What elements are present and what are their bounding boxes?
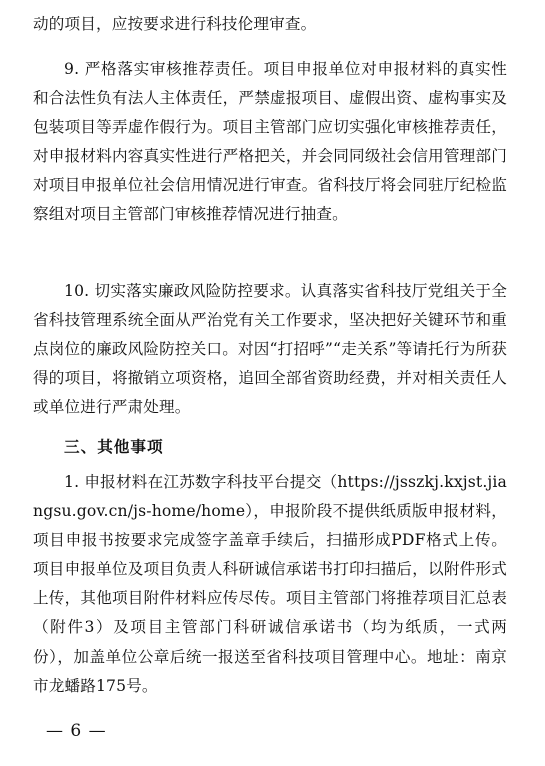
paragraph-item-10: 10. 切实落实廉政风险防控要求。认真落实省科技厅党组关于全省科技管理系统全面从严治党有关工作要求，坚决把好关键环节和重点岗位的廉政风险防控关口。对因“打招呼”“走关系”等请托行为所获得的项目，将撤销立项资格，追回全部省资助经费，并对相关责任人或单位进行严肃处理。 (33, 282, 507, 417)
section-heading: 三、其他事项 (64, 438, 164, 456)
page-number: — 6 — (46, 721, 107, 741)
paragraph-item-9: 9. 严格落实审核推荐责任。项目申报单位对申报材料的真实性和合法性负有法人主体责任，严禁虚报项目、虚假出资、虚构事实及包装项目等弄虚作假行为。项目主管部门应切实强化审核推荐责任，对申报材料内容真实性进行严格把关，并会同同级社会信用管理部门对项目申报单位社会信用情况进行审查。省科技厅将会同驻厅纪检监察组对项目主管部门审核推荐情况进行抽查。 (33, 60, 507, 224)
paragraph-continuation: 动的项目，应按要求进行科技伦理审查。 (33, 15, 317, 33)
paragraph-item-1: 1. 申报材料在江苏数字科技平台提交（https://jsszkj.kxjst.jiangsu.gov.cn/js-home/home），申报阶段不提供纸质版申报材料，项目申报书按要求完成签字盖章手续后，扫描形成PDF格式上传。项目申报单位及项目负责人科研诚信承诺书打印扫描后，以附件形式上传，其他项目附件材料应传尽传。项目主管部门将推荐项目汇总表（附件3）及项目主管部门科研诚信承诺书（均为纸质，一式两份），加盖单位公章后统一报送至省科技项目管理中心。地址：南京市龙蟠路175号。 (33, 473, 507, 695)
